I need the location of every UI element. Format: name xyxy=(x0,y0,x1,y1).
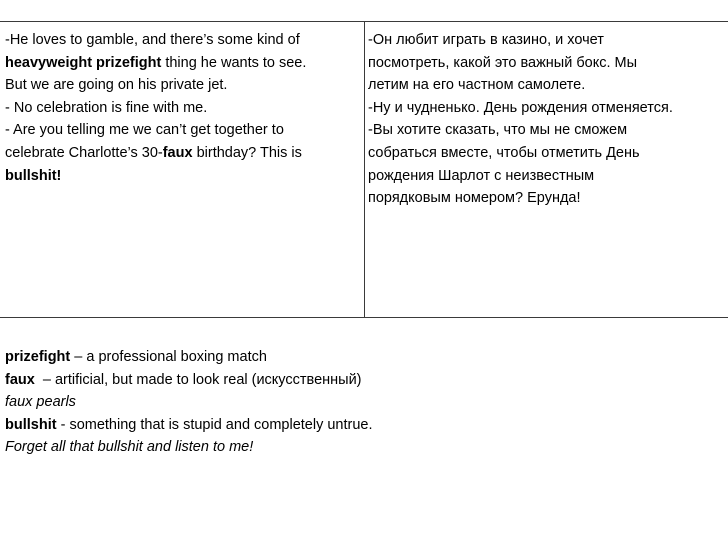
english-bold-term: heavyweight prizefight xyxy=(5,54,162,71)
russian-line: посмотреть, какой это важный бокс. Мы xyxy=(368,54,638,71)
column-divider xyxy=(364,21,365,318)
glossary-example-text: Forget all that bullshit and listen to me! xyxy=(5,439,254,456)
glossary-term: faux xyxy=(5,371,35,388)
english-line xyxy=(5,119,361,142)
english-line xyxy=(5,52,361,75)
russian-line: -Вы хотите сказать, что мы не сможем xyxy=(368,122,628,139)
english-text: thing he wants to see. xyxy=(161,54,307,71)
russian-line: -Ну и чудненько. День рождения отменяется. xyxy=(368,99,673,116)
russian-line: порядковым номером? Ерунда! xyxy=(368,190,581,207)
vocabulary-glossary xyxy=(5,346,720,459)
english-text: celebrate Charlotte’s 30- xyxy=(5,144,163,161)
glossary-example-text: faux pearls xyxy=(5,394,76,411)
russian-line: летим на его частном самолете. xyxy=(368,77,586,94)
english-line xyxy=(5,165,361,188)
english-line xyxy=(5,97,361,120)
glossary-entry xyxy=(5,369,720,392)
glossary-example xyxy=(5,391,720,414)
english-dialogue-cell xyxy=(5,29,361,187)
glossary-term: prizefight xyxy=(5,349,71,365)
english-line xyxy=(5,29,361,52)
english-bold-term: bullshit! xyxy=(5,167,62,184)
english-text: - Are you telling me we can’t get together to xyxy=(5,122,284,139)
glossary-entry xyxy=(5,414,720,437)
english-text: birthday? This is xyxy=(192,144,302,161)
russian-line: собраться вместе, чтобы отметить День xyxy=(368,144,640,161)
russian-line: -Он любит играть в казино, и хочет xyxy=(368,32,604,48)
glossary-definition: - something that is stupid and completely untrue. xyxy=(56,416,373,433)
glossary-definition: – artificial, but made to look real (искусственный) xyxy=(34,371,362,388)
english-line xyxy=(5,74,361,97)
glossary-entry xyxy=(5,346,720,369)
english-text: -He loves to gamble, and there’s some kind of xyxy=(5,32,300,48)
english-line xyxy=(5,142,361,165)
english-text: But we are going on his private jet. xyxy=(5,77,228,94)
glossary-definition: – a professional boxing match xyxy=(70,349,267,365)
glossary-example xyxy=(5,436,720,459)
russian-line: рождения Шарлот с неизвестным xyxy=(368,167,595,184)
english-bold-term: faux xyxy=(162,144,193,161)
english-text: - No celebration is fine with me. xyxy=(5,99,208,116)
russian-translation-cell xyxy=(368,29,724,210)
glossary-term: bullshit xyxy=(5,416,57,433)
